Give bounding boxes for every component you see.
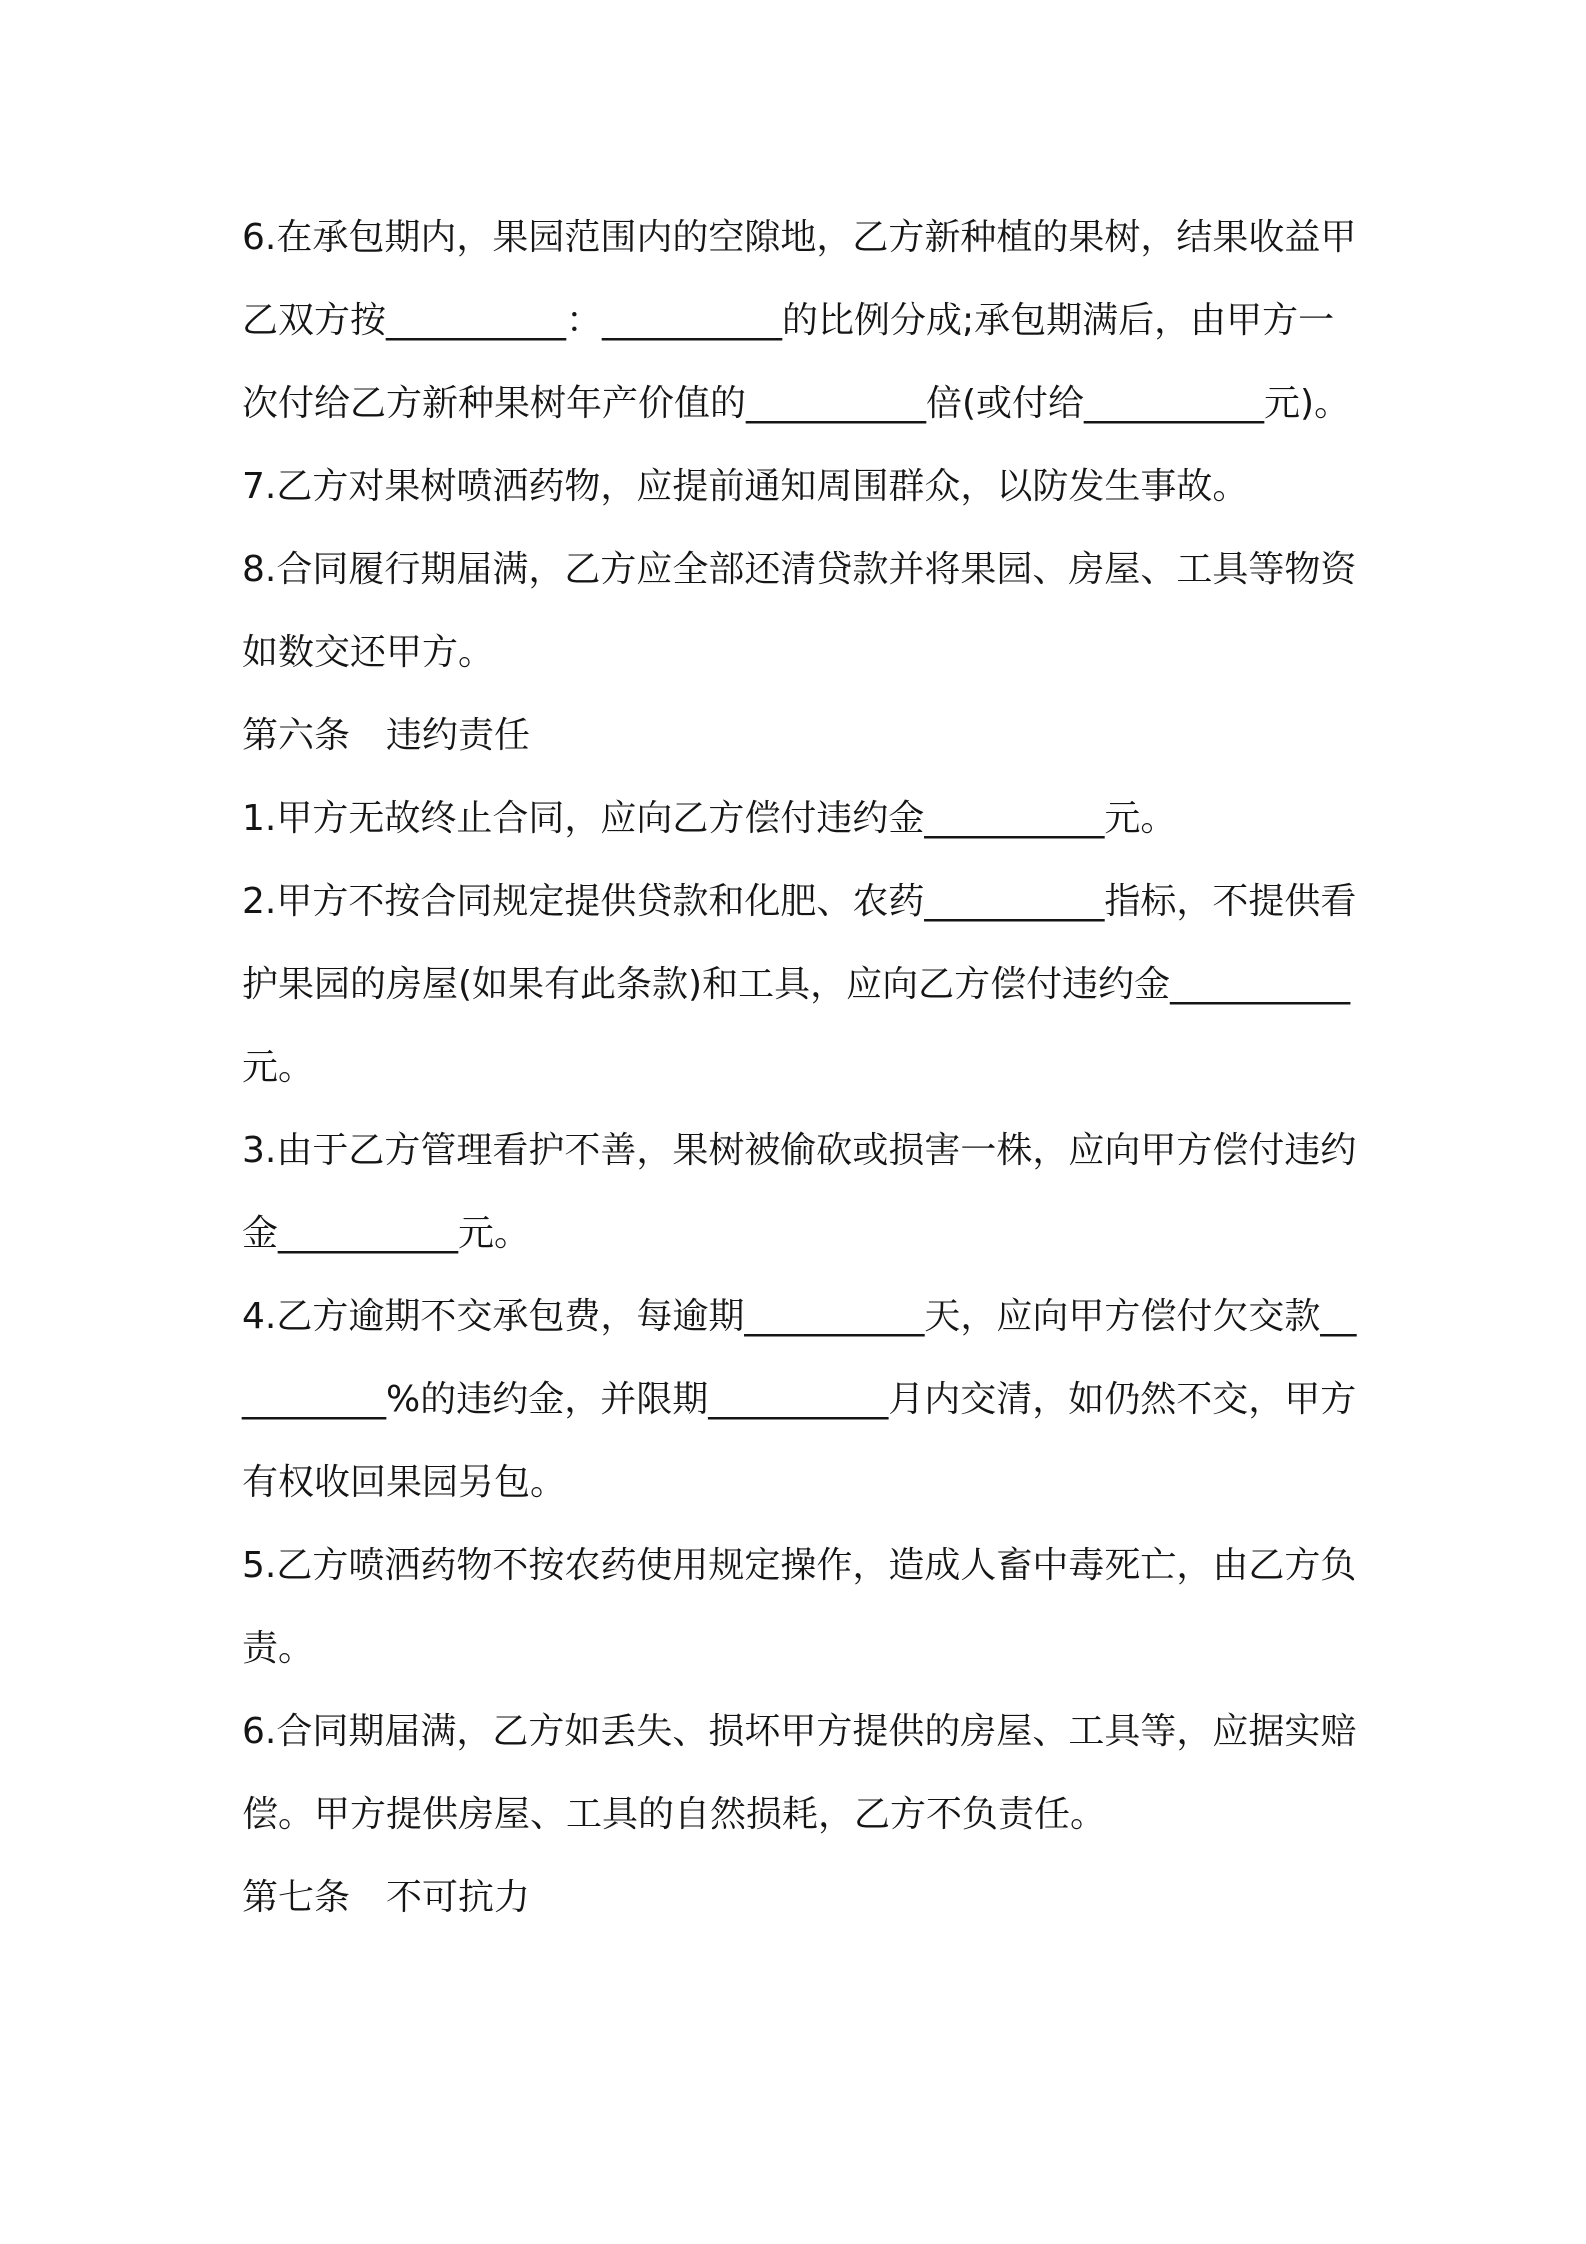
article-6-heading: 第六条 违约责任 — [242, 715, 531, 756]
clause-6-6: 6.合同期届满，乙方如丢失、损坏甲方提供的房屋、工具等，应据实赔偿。甲方提供房屋、工具的自然损耗，乙方不负责任。 — [242, 1711, 1357, 1835]
clause-5-6: 6.在承包期内，果园范围内的空隙地，乙方新种植的果树，结果收益甲乙双方按__________：__________的比例分成;承包期满后，由甲方一次付给乙方新种果树年产价值的__________倍(或付给__________元)。 — [242, 217, 1357, 424]
clause-6-2: 2.甲方不按合同规定提供贷款和化肥、农药__________指标，不提供看护果园的房屋(如果有此条款)和工具，应向乙方偿付违约金__________元。 — [242, 881, 1357, 1088]
clause-6-1: 1.甲方无故终止合同，应向乙方偿付违约金__________元。 — [242, 798, 1177, 839]
clause-5-7: 7.乙方对果树喷洒药物，应提前通知周围群众，以防发生事故。 — [242, 466, 1249, 507]
document-body — [242, 196, 1362, 1939]
clause-6-4: 4.乙方逾期不交承包费，每逾期__________天，应向甲方偿付欠交款__________%的违约金，并限期__________月内交清，如仍然不交，甲方有权收回果园另包。 — [242, 1296, 1357, 1503]
article-7-heading: 第七条 不可抗力 — [242, 1877, 531, 1918]
clause-6-3: 3.由于乙方管理看护不善，果树被偷砍或损害一株，应向甲方偿付违约金__________元。 — [242, 1130, 1357, 1254]
clause-5-8: 8.合同履行期届满，乙方应全部还清贷款并将果园、房屋、工具等物资如数交还甲方。 — [242, 549, 1357, 673]
clause-6-5: 5.乙方喷洒药物不按农药使用规定操作，造成人畜中毒死亡，由乙方负责。 — [242, 1545, 1357, 1669]
